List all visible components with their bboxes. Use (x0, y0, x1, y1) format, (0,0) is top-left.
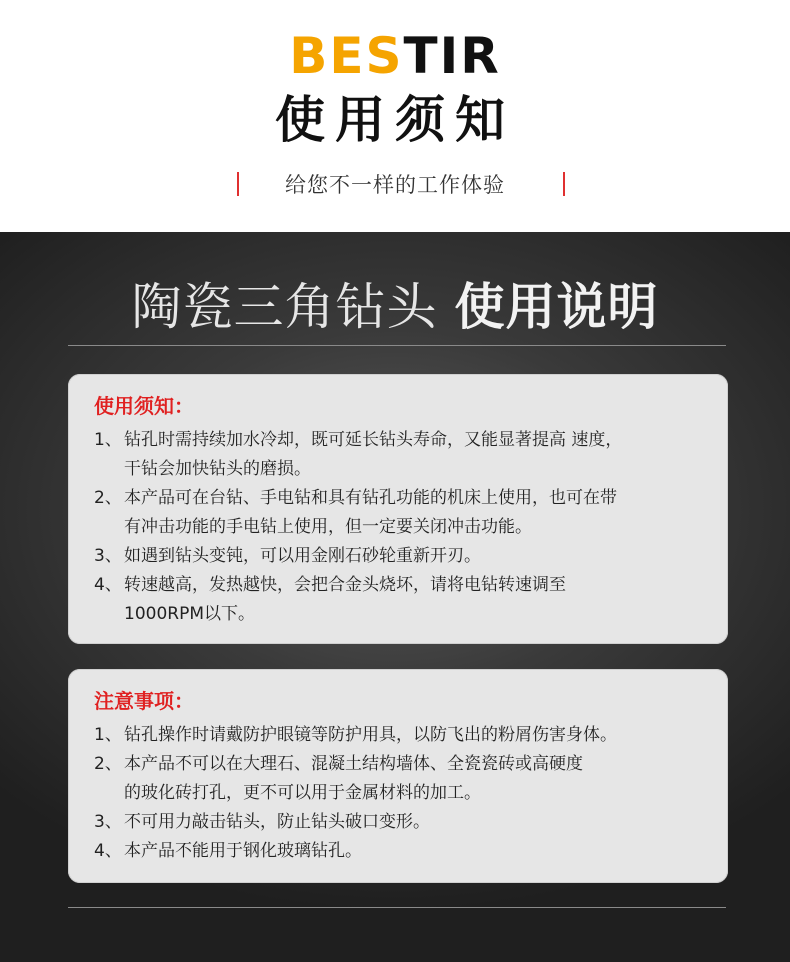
list-text-continued: 1000RPM以下。 (124, 604, 255, 624)
tagline-row (0, 170, 790, 200)
header-section (0, 0, 790, 232)
caution-card (68, 669, 728, 883)
list-text-continued: 有冲击功能的手电钻上使用，但一定要关闭冲击功能。 (124, 517, 532, 537)
list-text: 不可用力敲击钻头，防止钻头破口变形。 (124, 812, 430, 832)
list-number: 3、 (94, 812, 122, 832)
list-text-continued: 干钻会加快钻头的磨损。 (124, 459, 311, 479)
main-title (0, 272, 790, 342)
list-text: 钻孔操作时请戴防护眼镜等防护用具，以防飞出的粉屑伤害身体。 (124, 725, 617, 745)
list-number: 2、 (94, 754, 122, 774)
brand-logo-part1: BES (289, 27, 404, 85)
bottom-divider (68, 907, 726, 908)
list-number: 1、 (94, 725, 122, 745)
usage-card (68, 374, 728, 644)
title-divider (68, 345, 726, 346)
caution-item-4 (94, 837, 714, 866)
list-number: 3、 (94, 546, 122, 566)
brand-logo-part2: TIR (403, 27, 501, 85)
page-title: 使用须知 (275, 91, 515, 149)
list-text: 如遇到钻头变钝，可以用金刚石砂轮重新开刃。 (124, 546, 481, 566)
list-text: 本产品不可以在大理石、混凝土结构墙体、全瓷瓷砖或高硬度 (124, 754, 583, 774)
list-text-continued: 的玻化砖打孔，更不可以用于金属材料的加工。 (124, 783, 481, 803)
usage-item-3 (94, 542, 714, 571)
list-number: 4、 (94, 575, 122, 595)
list-number: 1、 (94, 430, 122, 450)
list-text: 本产品可在台钻、手电钻和具有钻孔功能的机床上使用，也可在带 (124, 488, 617, 508)
main-title-strong: 使用说明 (454, 278, 659, 336)
brand-logo (0, 26, 790, 86)
list-number: 4、 (94, 841, 122, 861)
tagline-divider-right (563, 172, 565, 196)
instructions-section (0, 232, 790, 962)
usage-item-4 (94, 571, 714, 629)
main-title-normal: 陶瓷三角钻头 (131, 278, 438, 336)
caution-item-2 (94, 750, 714, 808)
list-number: 2、 (94, 488, 122, 508)
usage-card-title: 使用须知： (94, 394, 194, 418)
caution-item-3 (94, 808, 714, 837)
list-text: 本产品不能用于钢化玻璃钻孔。 (124, 841, 362, 861)
list-text: 转速越高，发热越快，会把合金头烧坏，请将电钻转速调至 (124, 575, 566, 595)
caution-item-1 (94, 721, 714, 750)
usage-item-2 (94, 484, 714, 542)
tagline: 给您不一样的工作体验 (285, 173, 505, 197)
caution-card-title: 注意事项： (94, 689, 194, 713)
list-text: 钻孔时需持续加水冷却，既可延长钻头寿命，又能显著提高 速度， (124, 430, 623, 450)
usage-item-1 (94, 426, 714, 484)
